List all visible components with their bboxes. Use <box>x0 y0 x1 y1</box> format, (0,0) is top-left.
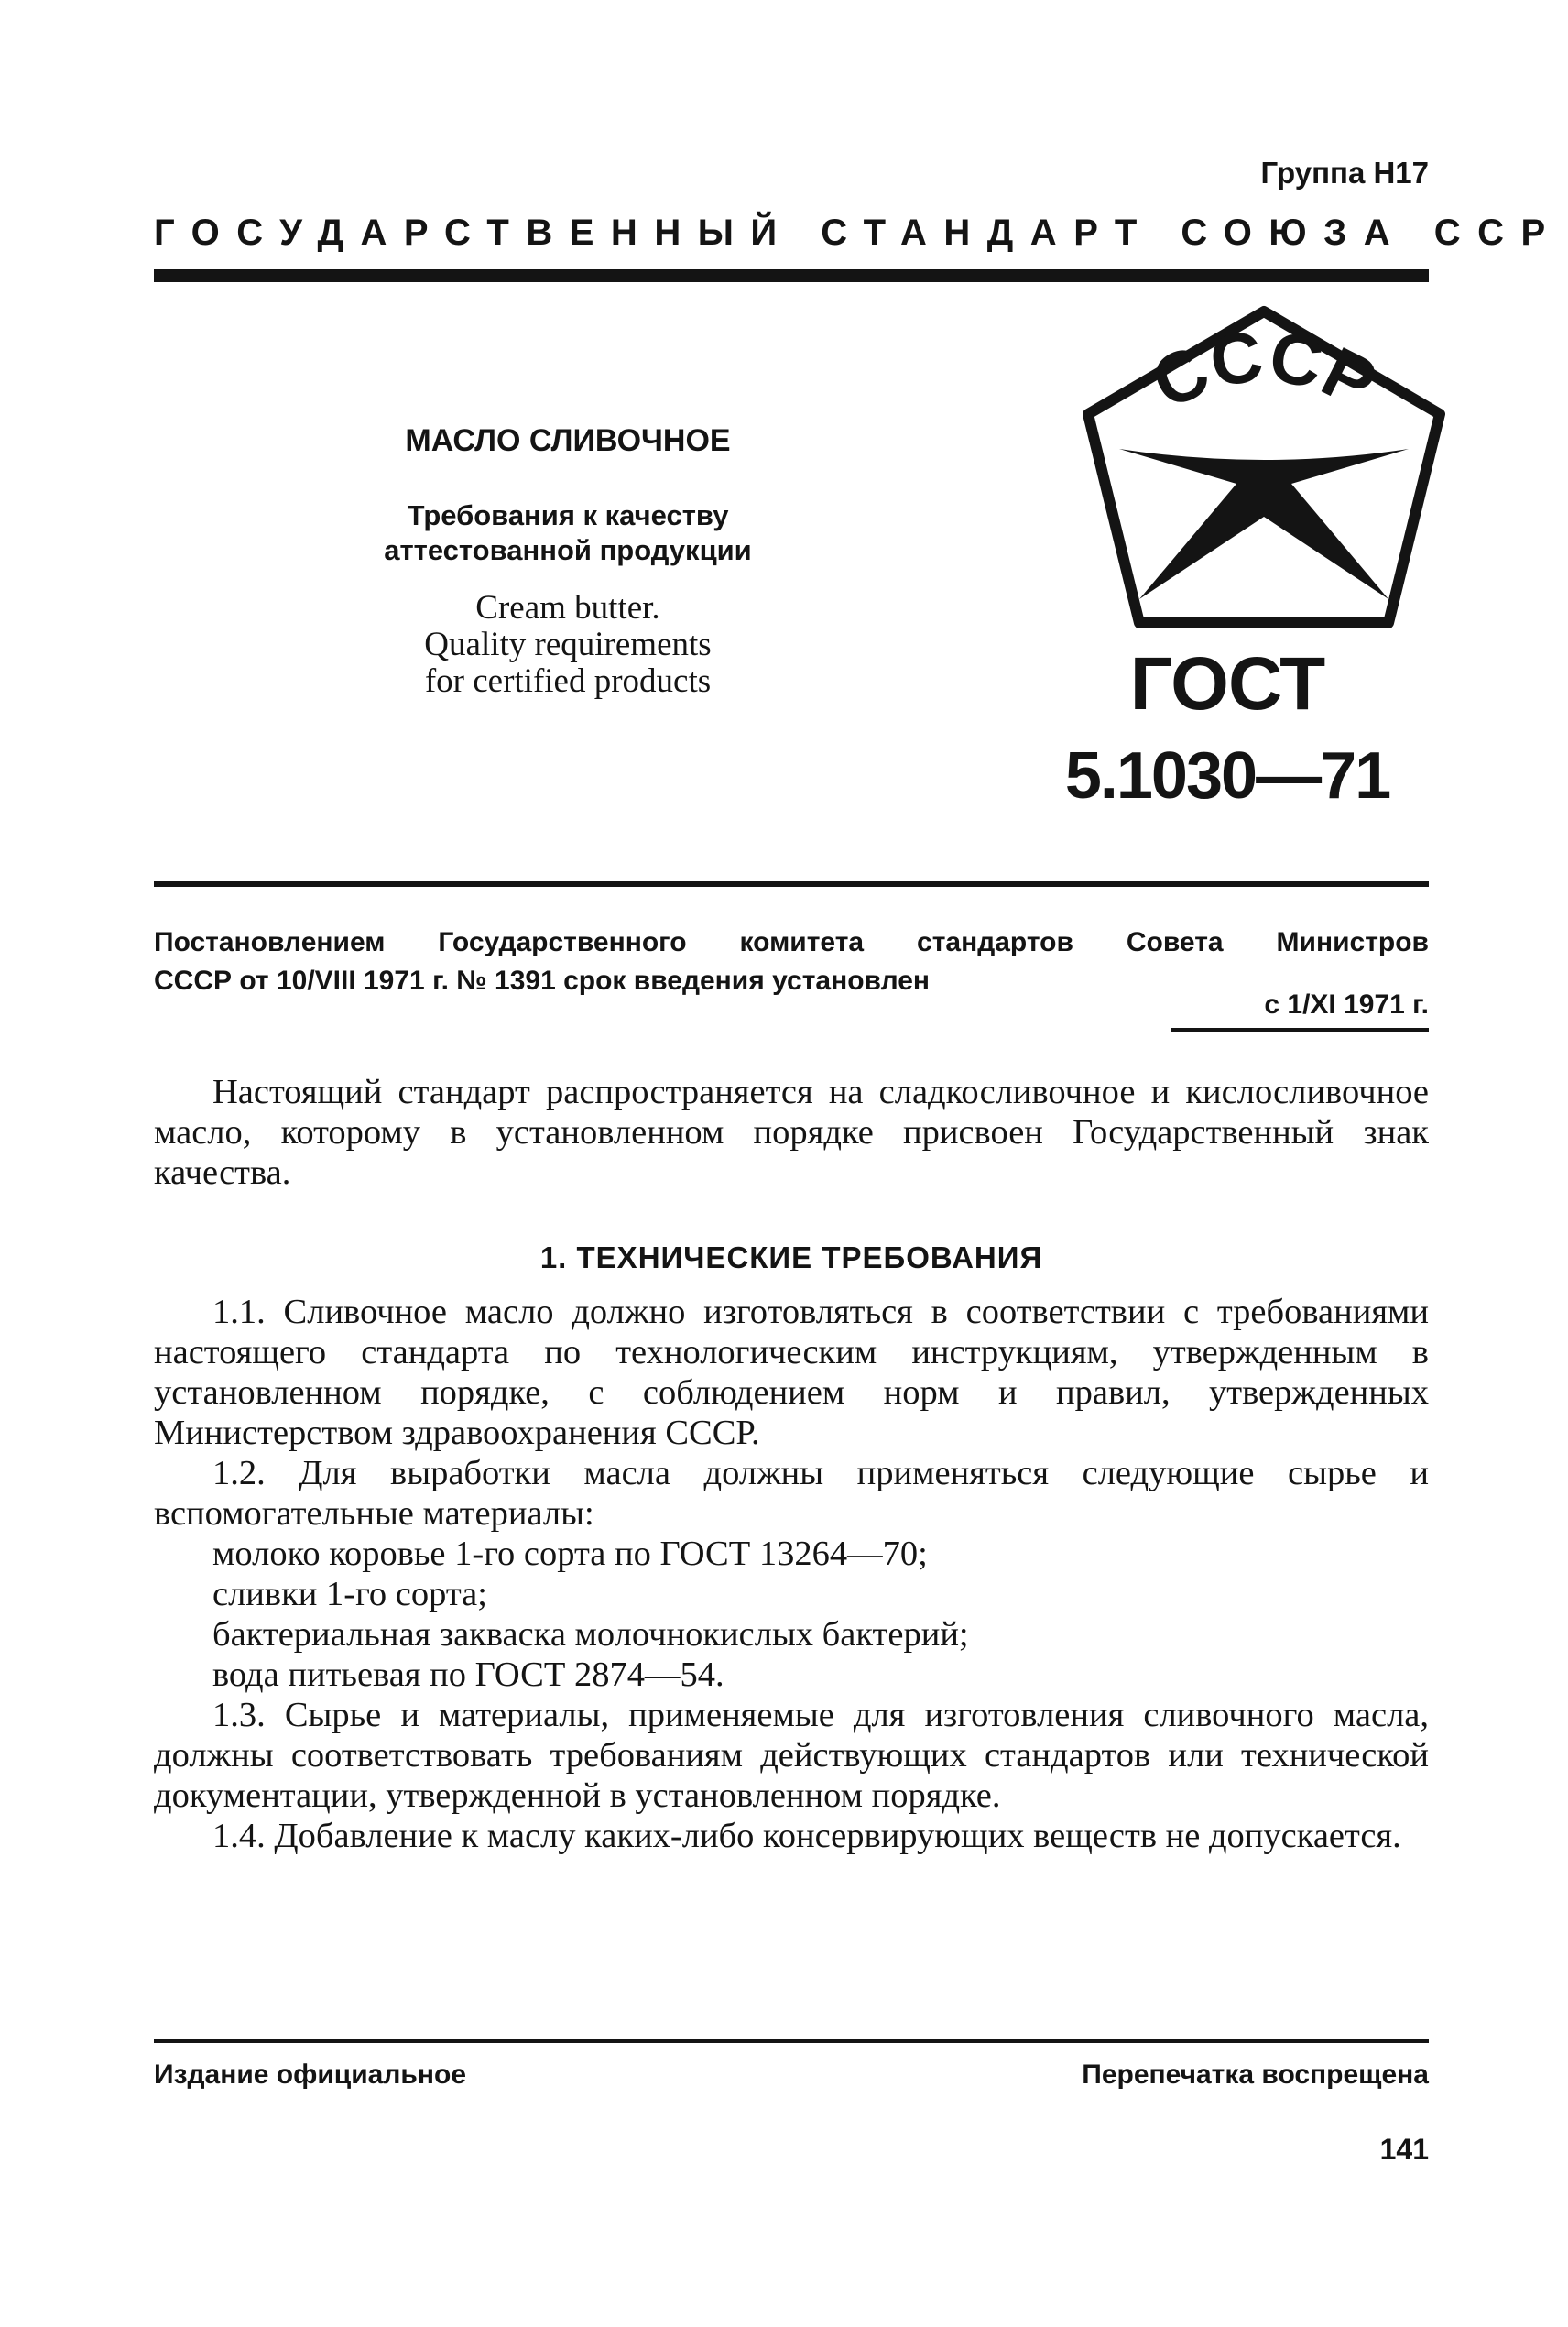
footer-reprint-notice: Перепечатка воспрещена <box>1082 2059 1429 2090</box>
decree-date: с 1/XI 1971 г. <box>1264 989 1429 1020</box>
paragraph-1-4: 1.4. Добавление к маслу каких-либо консервирующих веществ не допускается. <box>212 1817 1401 1855</box>
decree-line: Постановлением Государственного комитета стандартов Совета Министров <box>154 927 1429 957</box>
document-subtitle-ru <box>302 498 833 568</box>
subtitle-ru-line: аттестованной продукции <box>384 534 752 566</box>
list-item: молоко коровье 1-го сорта по ГОСТ 13264—70; <box>212 1535 928 1573</box>
intro-text: Настоящий стандарт распространяется на сладкосливочное и кислосливочное масло, которому в установленном порядке присвоен Государственный знак качества. <box>154 1073 1429 1192</box>
section-heading: 1. ТЕХНИЧЕСКИЕ ТРЕБОВАНИЯ <box>539 1240 1043 1274</box>
subtitle-en-line: Cream butter. <box>475 589 660 627</box>
paragraph-1-3: 1.3. Сырье и материалы, применяемые для изготовления сливочного масла, должны соответствовать требованиям действующих стандартов или технической документации, утвержденной в установленном порядке. <box>154 1696 1429 1815</box>
subtitle-en-line: Quality requirements <box>424 626 712 663</box>
title-divider <box>154 881 1429 887</box>
quality-mark-logo <box>1079 304 1449 634</box>
subtitle-ru-line: Требования к качеству <box>407 499 729 531</box>
logo-text: СССР <box>1139 314 1389 425</box>
decree-date-underline <box>1171 1028 1429 1032</box>
footer-divider <box>154 2039 1429 2043</box>
page-number: 141 <box>1379 2133 1429 2166</box>
list-item: сливки 1-го сорта; <box>212 1575 487 1613</box>
decree-line: СССР от 10/VIII 1971 г. № 1391 срок введения установлен <box>154 966 931 996</box>
footer-official-edition: Издание официальное <box>154 2059 467 2090</box>
paragraph-1-2: 1.2. Для выработки масла должны применяться следующие сырье и вспомогательные материалы: <box>154 1454 1429 1533</box>
document-title: МАСЛО СЛИВОЧНОЕ <box>405 423 731 458</box>
header-divider <box>154 269 1429 282</box>
state-standard-heading: ГОСУДАРСТВЕННЫЙ СТАНДАРТ СОЮЗА ССР <box>154 213 1563 253</box>
intro-paragraph <box>154 1072 1429 1193</box>
paragraph-1-1: 1.1. Сливочное масло должно изготовляться в соответствии с требованиями настоящего стандарта по технологическим инструкциям, утвержденным в установленном порядке, с соблюдением норм и правил, утвержденных Министерством здравоохранения СССР. <box>154 1293 1429 1452</box>
document-subtitle-en <box>302 590 833 700</box>
list-item: вода питьевая по ГОСТ 2874—54. <box>212 1655 724 1694</box>
group-code: Группа Н17 <box>1260 156 1429 190</box>
gost-number: 5.1030—71 <box>1064 739 1390 813</box>
list-item: бактериальная закваска молочнокислых бактерий; <box>212 1615 969 1654</box>
subtitle-en-line: for certified products <box>424 662 712 700</box>
requirements-body <box>154 1292 1429 1856</box>
gost-label: ГОСТ <box>1129 642 1325 726</box>
